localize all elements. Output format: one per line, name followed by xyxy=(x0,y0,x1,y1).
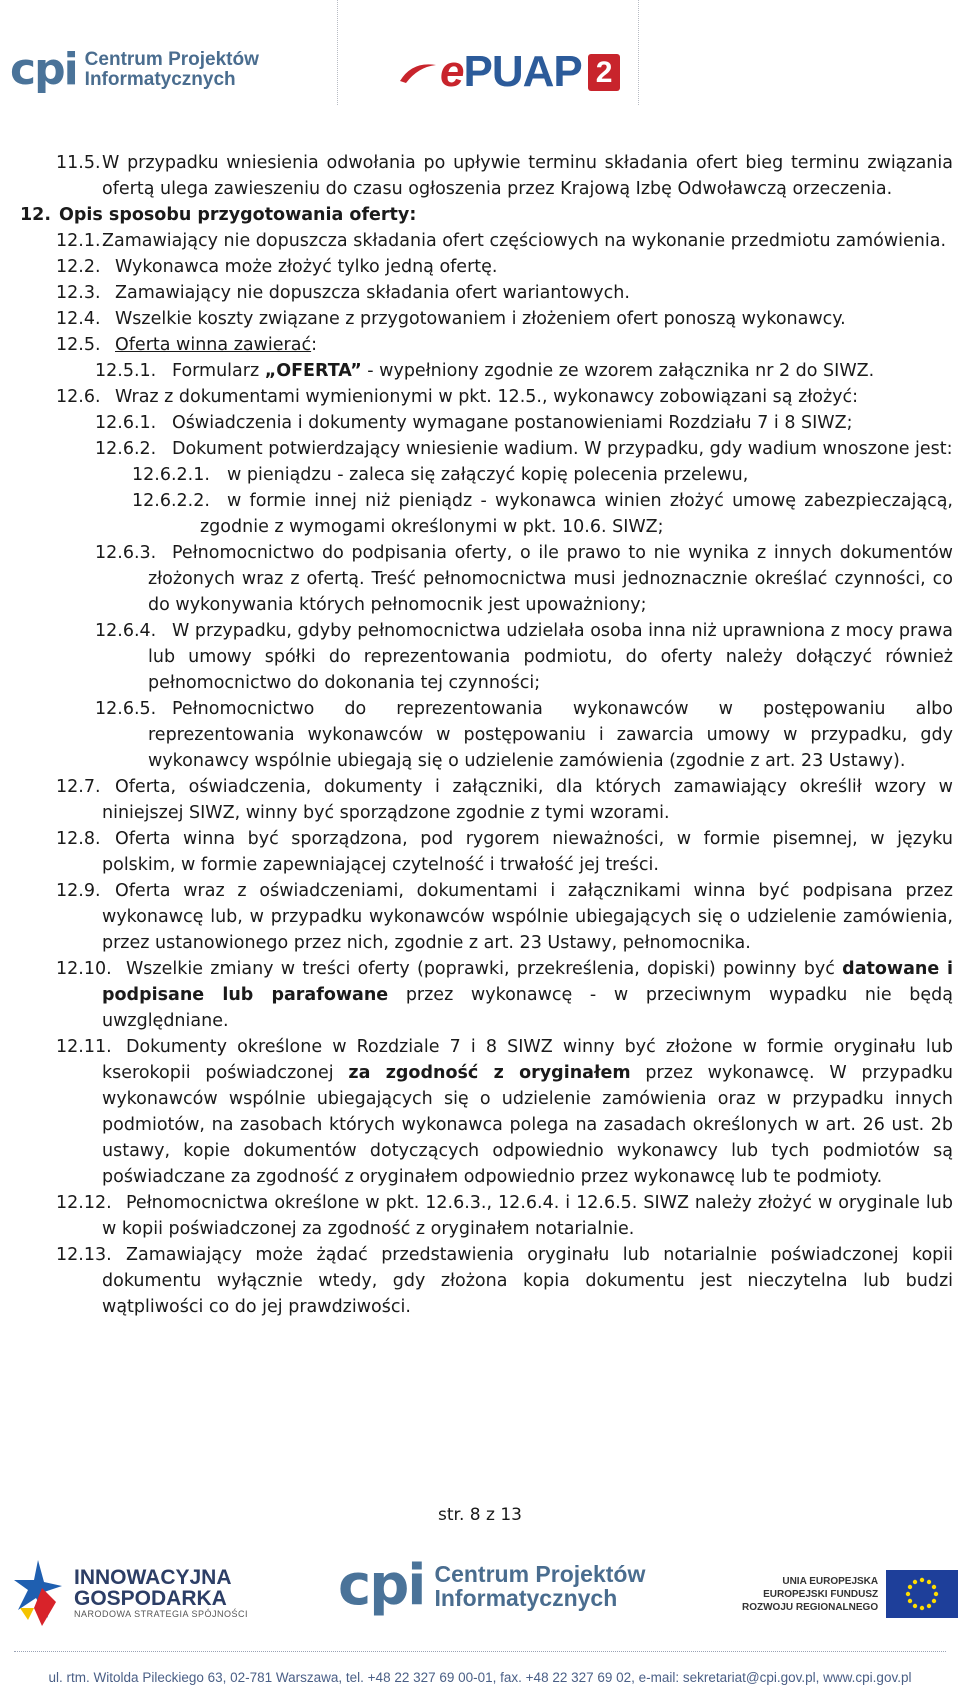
item-number: 12.6.5. xyxy=(95,699,157,719)
item-number: 11.5. xyxy=(56,153,101,173)
item-number: 12.5. xyxy=(56,335,101,355)
item-number: 12.6.2. xyxy=(95,439,157,459)
item-text: Oferta wraz z oświadczeniami, dokumentami i załącznikami winna być podpisana przez wykonawcę lub, w przypadku wykonawców wspólnie ubiegających się o udzielenie zamówienia, przez ustanowionego przez nich, zgodnie z art. 23 Ustawy, pełnomocnika. xyxy=(102,881,953,953)
footer-divider xyxy=(14,1651,946,1652)
item-text: Zamawiający nie dopuszcza składania ofert częściowych na wykonanie przedmiotu zamówienia. xyxy=(102,231,947,251)
header-divider xyxy=(638,0,639,105)
document-body xyxy=(0,150,960,1320)
cpi-logo-line2: Informatycznych xyxy=(84,69,236,90)
section-12-5 xyxy=(0,332,960,358)
section-12-3 xyxy=(0,280,960,306)
item-text: Zamawiający nie dopuszcza składania ofert wariantowych. xyxy=(115,283,630,303)
section-12-6-2-2 xyxy=(0,488,960,540)
epuap-logo-rest: PUAP xyxy=(463,47,582,96)
cpi-logo-line1: Centrum Projektów xyxy=(434,1561,646,1587)
section-12-4 xyxy=(0,306,960,332)
cpi-logo-text xyxy=(85,50,259,90)
section-12-1 xyxy=(0,228,960,254)
item-number: 12.5.1. xyxy=(95,361,157,381)
item-text: Oferta, oświadczenia, dokumenty i załączniki, dla których zamawiający określił wzory w niniejszej SIWZ, winny być sporządzone zgodnie z tymi wzorami. xyxy=(102,777,953,823)
epuap-logo-text xyxy=(440,47,582,96)
eu-fund-logo xyxy=(742,1570,958,1618)
item-number: 12.9. xyxy=(56,881,101,901)
innov-line3: NARODOWA STRATEGIA SPÓJNOŚCI xyxy=(74,1609,249,1619)
item-number: 12.2. xyxy=(56,257,101,277)
section-12-9 xyxy=(0,878,960,956)
item-text-post: - wypełniony zgodnie ze wzorem załącznika nr 2 do SIWZ. xyxy=(361,361,875,381)
epuap-logo-e: e xyxy=(440,47,464,96)
cpi-logo-mark: cpi xyxy=(338,1553,425,1618)
item-number: 12.8. xyxy=(56,829,101,849)
item-number: 12.6.1. xyxy=(95,413,157,433)
item-number: 12.6.2.1. xyxy=(132,465,210,485)
item-number: 12.6.3. xyxy=(95,543,157,563)
section-12-12 xyxy=(0,1190,960,1242)
item-text-post: przez wykonawcę - w przeciwnym wypadku nie będą uwzględniane. xyxy=(102,985,953,1031)
item-text-bold: datowane i podpisane lub parafowane xyxy=(102,959,953,1005)
section-12-5-1 xyxy=(0,358,960,384)
page-header xyxy=(0,0,960,110)
item-number: 12.3. xyxy=(56,283,101,303)
innovation-star-icon xyxy=(12,1558,64,1628)
epuap-swoosh-icon xyxy=(398,57,438,87)
cpi-logo-line1: Centrum Projektów xyxy=(84,49,259,70)
footer-cpi-logo xyxy=(338,1553,646,1618)
cpi-logo xyxy=(10,44,259,95)
heading-text: Opis sposobu przygotowania oferty: xyxy=(59,205,417,225)
item-text-post: przez wykonawcę. W przypadku wykonawców wspólnie ubiegających się o udzielenie zamówienia oraz w przypadku innych podmiotów, na zasobach których wykonawca polega na zasadach określonych w art. 26 ust. 2b ustawy, kopie dokumentów dotyczących odpowiednio wykonawcy lub tych podmiotów są poświadczane za zgodność z oryginałem odpowiednio przez wykonawcę lub te podmioty. xyxy=(102,1063,953,1187)
eu-flag-icon xyxy=(886,1570,958,1618)
cpi-logo-text xyxy=(434,1562,645,1610)
item-text-tail: : xyxy=(311,335,317,355)
section-12-6-4 xyxy=(0,618,960,696)
cpi-logo-mark: cpi xyxy=(10,44,77,95)
item-text: w pieniądzu - zaleca się załączyć kopię polecenia przelewu, xyxy=(227,465,749,485)
item-number: 12.4. xyxy=(56,309,101,329)
epuap-version-badge: 2 xyxy=(588,54,621,91)
section-12-8 xyxy=(0,826,960,878)
eu-line3: ROZWOJU REGIONALNEGO xyxy=(742,1601,879,1613)
section-12-6-3 xyxy=(0,540,960,618)
epuap-logo xyxy=(398,47,620,96)
item-number: 12.1. xyxy=(56,231,101,251)
item-text: Wraz z dokumentami wymienionymi w pkt. 12.5., wykonawcy zobowiązani są złożyć: xyxy=(115,387,858,407)
item-text: Pełnomocnictwa określone w pkt. 12.6.3., 12.6.4. i 12.6.5. SIWZ należy złożyć w oryginale lub w kopii poświadczonej za zgodność z oryginałem notarialnie. xyxy=(102,1193,953,1239)
section-12-13 xyxy=(0,1242,960,1320)
item-text xyxy=(102,1034,953,1190)
header-divider xyxy=(337,0,338,105)
section-12-6-2-1 xyxy=(0,462,960,488)
item-number: 12.6. xyxy=(56,387,101,407)
item-text: w formie innej niż pieniądz - wykonawca winien złożyć umowę zabezpieczającą, zgodnie z wymogami określonymi w pkt. 10.6. SIWZ; xyxy=(200,491,953,537)
item-text: Oświadczenia i dokumenty wymagane postanowieniami Rozdziału 7 i 8 SIWZ; xyxy=(172,413,853,433)
footer-address: ul. rtm. Witolda Pileckiego 63, 02-781 Warszawa, tel. +48 22 327 69 00-01, fax. +48 22 327 69 02, e-mail: sekretariat@cpi.gov.pl, www.cpi.gov.pl xyxy=(48,1670,912,1685)
item-text: Wykonawca może złożyć tylko jedną ofertę. xyxy=(115,257,498,277)
item-number: 12.6.2.2. xyxy=(132,491,210,511)
item-text: Oferta winna być sporządzona, pod rygorem nieważności, w formie pisemnej, w języku polskim, w formie zapewniającej czytelność i trwałość jej treści. xyxy=(102,829,953,875)
section-12-heading xyxy=(0,202,960,228)
footer-logos xyxy=(0,1540,960,1650)
item-number: 12.11. xyxy=(56,1037,112,1057)
section-12-6 xyxy=(0,384,960,410)
page-number: str. 8 z 13 xyxy=(438,1505,522,1525)
section-12-7 xyxy=(0,774,960,826)
item-text-pre: Formularz xyxy=(172,361,265,381)
item-text-underlined: Oferta winna zawierać xyxy=(115,335,312,355)
item-number: 12. xyxy=(20,205,52,225)
item-number: 12.10. xyxy=(56,959,112,979)
section-12-6-1 xyxy=(0,410,960,436)
item-text-bold: za zgodność z oryginałem xyxy=(348,1063,631,1083)
eu-line2: EUROPEJSKI FUNDUSZ xyxy=(763,1588,879,1600)
item-text-bold: „OFERTA” xyxy=(264,361,362,381)
innowacyjna-gospodarka-text xyxy=(74,1567,248,1619)
item-text: Dokument potwierdzający wniesienie wadium. W przypadku, gdy wadium wnoszone jest: xyxy=(172,439,953,459)
item-number: 12.6.4. xyxy=(95,621,157,641)
section-11-5 xyxy=(0,150,960,202)
item-text: Wszelkie koszty związane z przygotowaniem i złożeniem ofert ponoszą wykonawcy. xyxy=(115,309,846,329)
item-text: Zamawiający może żądać przedstawienia oryginału lub notarialnie poświadczonej kopii dokumentu wyłącznie wtedy, gdy złożona kopia dokumentu jest nieczytelna lub budzi wątpliwości co do jej prawdziwości. xyxy=(102,1245,953,1317)
section-12-6-5 xyxy=(0,696,960,774)
item-text: W przypadku wniesienia odwołania po upływie terminu składania ofert bieg terminu związania ofertą ulega zawieszeniu do czasu ogłoszenia przez Krajową Izbę Odwoławczą orzeczenia. xyxy=(102,153,953,199)
section-12-10 xyxy=(0,956,960,1034)
item-text: Pełnomocnictwo do reprezentowania wykonawców w postępowaniu albo reprezentowania wykonawców w postępowaniu i zawarcia umowy w przypadku, gdy wykonawcy wspólnie ubiegają się o udzielenie zamówienia (zgodnie z art. 23 Ustawy). xyxy=(148,699,953,771)
innowacyjna-gospodarka-logo xyxy=(12,1558,248,1628)
cpi-logo-line2: Informatycznych xyxy=(434,1585,618,1611)
item-text-pre: Dokumenty określone w Rozdziale 7 i 8 SIWZ winny być złożone w formie oryginału lub kserokopii poświadczonej xyxy=(102,1037,953,1083)
eu-line1: UNIA EUROPEJSKA xyxy=(782,1575,879,1587)
eu-fund-text xyxy=(742,1575,878,1614)
item-text xyxy=(102,956,953,1034)
innov-line1: INNOWACYJNA xyxy=(74,1566,232,1589)
item-text-pre: Wszelkie zmiany w treści oferty (poprawki, przekreślenia, dopiski) powinny być xyxy=(126,959,843,979)
item-number: 12.7. xyxy=(56,777,101,797)
section-12-6-2 xyxy=(0,436,960,462)
item-text: W przypadku, gdyby pełnomocnictwa udzielała osoba inna niż uprawniona z mocy prawa lub umowy spółki do reprezentowania podmiotu, do oferty należy dołączyć również pełnomocnictwo do dokonania tej czynności; xyxy=(148,621,953,693)
section-12-2 xyxy=(0,254,960,280)
section-12-11 xyxy=(0,1034,960,1190)
item-text: Pełnomocnictwo do podpisania oferty, o ile prawo to nie wynika z innych dokumentów złożonych wraz z ofertą. Treść pełnomocnictwa musi jednoznacznie określać czynności, co do wykonywania których pełnomocnik jest upoważniony; xyxy=(148,543,953,615)
item-number: 12.12. xyxy=(56,1193,112,1213)
innov-line2: GOSPODARKA xyxy=(74,1587,227,1610)
item-number: 12.13. xyxy=(56,1245,112,1265)
